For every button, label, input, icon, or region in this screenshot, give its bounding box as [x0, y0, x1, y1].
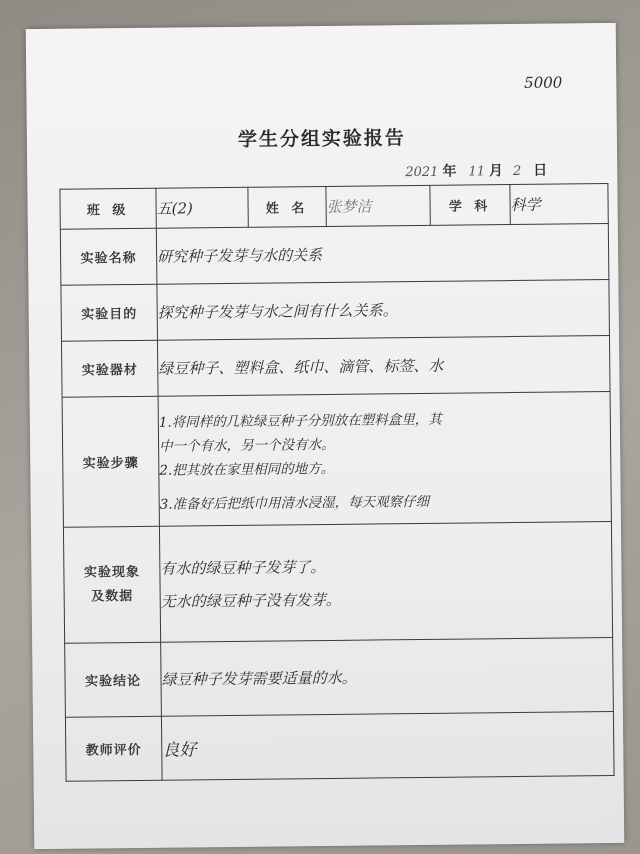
- name-value: 张梦洁: [326, 185, 430, 226]
- experiment-name-row: [60, 224, 609, 286]
- subject-label: 学 科: [430, 185, 510, 226]
- conclusion-label: 实验结论: [65, 642, 162, 717]
- equipment-value: 绿豆种子、塑料盒、纸巾、滴管、标签、水: [157, 336, 610, 397]
- step-line: 3.准备好后把纸巾用清水浸湿，每天观察仔细: [159, 493, 430, 513]
- subject-value: 科学: [510, 184, 608, 225]
- info-row: [60, 184, 608, 230]
- phenomena-label: [63, 526, 160, 643]
- date-year-label: 年: [442, 163, 457, 180]
- experiment-name-value: 研究种子发芽与水的关系: [156, 224, 609, 285]
- corner-note: 5000: [524, 73, 563, 92]
- teacher-comment-label: 教师评价: [65, 716, 162, 781]
- report-title: 学生分组实验报告: [237, 127, 407, 151]
- equipment-row: [61, 336, 610, 398]
- purpose-label: 实验目的: [61, 284, 158, 341]
- phenomena-line: 有水的绿豆种子发芽了。: [160, 557, 326, 578]
- steps-value: [158, 392, 611, 527]
- experiment-name-label: 实验名称: [60, 228, 157, 285]
- report-form-table: [59, 183, 614, 782]
- phenomena-value: [159, 522, 612, 643]
- conclusion-value: 绿豆种子发芽需要适量的水。: [161, 637, 614, 716]
- step-line: 1.将同样的几粒绿豆种子分别放在塑料盒里，其: [158, 411, 442, 431]
- conclusion-row: [65, 637, 614, 717]
- report-sheet: [26, 23, 625, 849]
- step-line: 中一个有水，另一个没有水。: [159, 436, 335, 455]
- date-month: 11: [468, 164, 486, 180]
- phenomena-line: 无水的绿豆种子没有发芽。: [160, 590, 341, 611]
- date-day-label: 日: [533, 162, 548, 179]
- teacher-comment-value: 良好: [161, 711, 614, 780]
- class-label: 班 级: [60, 188, 156, 229]
- steps-label: 实验步骤: [62, 396, 159, 527]
- report-date: [405, 160, 547, 181]
- date-year: 2021: [405, 164, 439, 181]
- steps-row: [62, 392, 611, 528]
- date-month-label: 月: [488, 163, 504, 180]
- class-value: 五(2): [156, 187, 248, 228]
- date-day: 2: [512, 163, 522, 180]
- purpose-value: 探究种子发芽与水之间有什么关系。: [157, 280, 610, 341]
- purpose-row: [61, 280, 610, 342]
- phenomena-row: [63, 522, 612, 644]
- name-label: 姓 名: [248, 186, 326, 227]
- equipment-label: 实验器材: [61, 340, 158, 397]
- phenomena-label-line1: 实验现象: [83, 564, 140, 581]
- step-line: 2.把其放在家里相同的地方。: [159, 460, 335, 479]
- teacher-comment-row: [65, 711, 614, 781]
- phenomena-label-line2: 及数据: [91, 588, 134, 604]
